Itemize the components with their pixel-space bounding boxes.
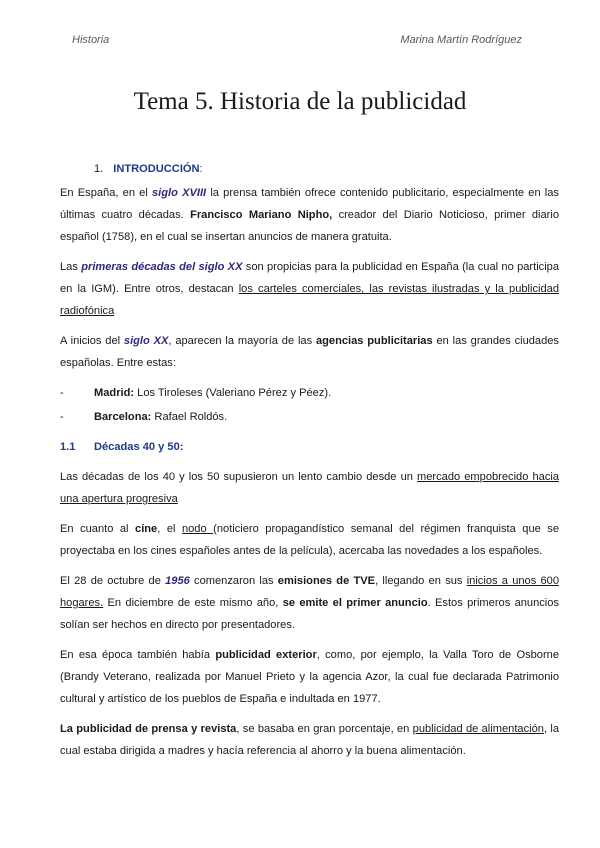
bold-text: cine <box>135 523 158 535</box>
page-title: Tema 5. Historia de la publicidad <box>133 88 467 115</box>
bold-text: Madrid: <box>94 387 135 399</box>
underlined-text: los carteles comerciales, las revistas ilustradas y la publicidad radiofónica <box>60 283 559 317</box>
text: en las grandes ciudades españolas. Entre estas: <box>60 335 559 369</box>
paragraph-tve <box>60 570 559 636</box>
text: , aparecen la mayoría de las <box>168 335 316 347</box>
highlight: 1956 <box>165 575 190 587</box>
document-body <box>60 158 559 770</box>
paragraph-decadas-40-50 <box>60 466 559 510</box>
highlight: siglo XX <box>123 335 169 347</box>
text: , el <box>157 523 182 535</box>
paragraph-primeras-decadas <box>60 256 559 322</box>
paragraph-cine <box>60 518 559 562</box>
section-title: INTRODUCCIÓN <box>113 163 200 175</box>
underlined-text: mercado empobrecido hacia una apertura progresiva <box>60 471 559 505</box>
bold-text: publicidad exterior <box>215 649 317 661</box>
section-number: 1. <box>94 163 104 175</box>
text: En cuanto al <box>60 523 136 535</box>
text: , como, por ejemplo, la Valla Toro de Osborne (Brandy Veterano, realizada por Manuel Prieto y la agencia Azor, la cual fue declarada Patrimonio cultural y artístico de los pueblos de España e indultada en 1977. <box>60 649 560 705</box>
text: la prensa también ofrece contenido publicitario, especialmente en las últimas cuatro décadas. <box>60 187 559 221</box>
section-title: Décadas 40 y 50: <box>94 441 184 453</box>
text: , la cual estaba dirigida a madres y hacía referencia al ahorro y la buena alimentación. <box>60 723 559 757</box>
bold-text: emisiones de TVE <box>277 575 376 587</box>
section-heading-decadas <box>60 436 559 458</box>
bold-text: se emite el primer anuncio <box>282 597 428 609</box>
text: (noticiero propagandístico semanal del régimen franquista que se proyectaba en los cines españoles antes de la película), acercaba las novedades a los españoles. <box>60 523 560 557</box>
paragraph-agencias <box>60 330 559 374</box>
text: A inicios del <box>60 335 124 347</box>
header-subject: Historia <box>72 34 110 46</box>
dash-bullet: - <box>60 411 64 423</box>
text: , se basaba en gran porcentaje, en <box>236 723 413 735</box>
text: creador del Diario Noticioso, primer diario español (1758), en el cual se insertan anuncios de manera gratuita. <box>60 209 559 243</box>
highlight: primeras décadas del siglo XX <box>81 261 243 273</box>
underlined-text: publicidad de alimentación <box>412 723 544 735</box>
dash-bullet: - <box>60 387 64 399</box>
bold-text: Barcelona: <box>94 411 152 423</box>
text: Rafael Roldós. <box>151 411 228 423</box>
header-author: Marina Martín Rodríguez <box>400 34 522 46</box>
text: . Estos primeros anuncios solían ser hechos en directo por presentadores. <box>60 597 559 631</box>
underlined-text: nodo <box>181 523 214 535</box>
paragraph-prensa-revista <box>60 718 559 762</box>
page-header <box>72 34 522 46</box>
bold-text: Francisco Mariano Nipho, <box>190 209 333 221</box>
underlined-text: inicios a unos 600 hogares. <box>60 575 560 609</box>
text: Las décadas de los 40 y los 50 supusieron un lento cambio desde un <box>60 471 417 483</box>
paragraph-publicidad-exterior <box>60 644 559 710</box>
agencias-list <box>60 382 559 428</box>
paragraph-siglo-xviii <box>60 182 559 248</box>
text: Los Tiroleses (Valeriano Pérez y Péez). <box>134 387 332 399</box>
text: En esa época también había <box>60 649 216 661</box>
text: En diciembre de este mismo año, <box>103 597 283 609</box>
bold-text: La publicidad de prensa y revista <box>60 723 237 735</box>
text: son propicias para la publicidad en España (la cual no participa en la IGM). Entre otros, destacan <box>60 261 560 295</box>
list-item <box>60 406 559 428</box>
text: En España, en el <box>60 187 153 199</box>
text: comenzaron las <box>189 575 278 587</box>
text: El 28 de octubre de <box>60 575 166 587</box>
text: Las <box>60 261 82 273</box>
section-heading-introduccion <box>94 158 559 180</box>
section-number: 1.1 <box>60 441 76 453</box>
section-colon: : <box>199 163 203 175</box>
highlight: siglo XVIII <box>152 187 207 199</box>
list-item <box>60 382 559 404</box>
text: , llegando en sus <box>375 575 467 587</box>
bold-text: agencias publicitarias <box>315 335 433 347</box>
